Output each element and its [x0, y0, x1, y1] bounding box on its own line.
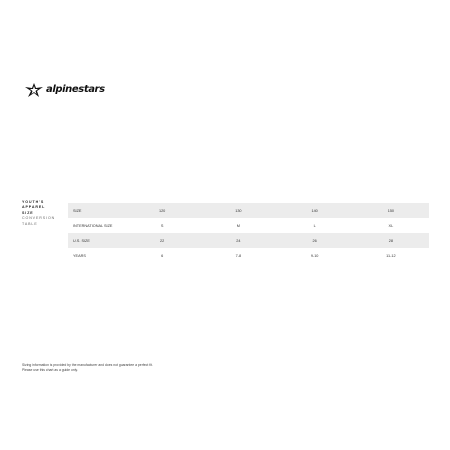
table-row-size: [68, 203, 429, 218]
table-cell: 6: [161, 253, 164, 258]
table-cell: L: [313, 223, 316, 228]
table-row-years: [68, 248, 429, 263]
table-cell: 130: [235, 208, 242, 213]
row-label: U.S. SIZE: [73, 238, 90, 243]
table-row-us-size: [68, 233, 429, 248]
table-cell: 24: [236, 238, 241, 243]
table-cell: XL: [388, 223, 394, 228]
row-label: INTERNATIONAL SIZE: [73, 223, 113, 228]
table-cell: 150: [387, 208, 395, 213]
table-cell: 28: [388, 238, 393, 243]
brand-wordmark: alpinestars: [46, 84, 105, 95]
table-cell: 7-8: [235, 253, 242, 258]
table-row-international-size: [68, 218, 429, 233]
disclaimer-line: Please use this chart as a guide only.: [22, 368, 78, 372]
table-cell: 11-12: [386, 253, 396, 258]
table-cell: 22: [160, 238, 165, 243]
table-cell: 120: [158, 208, 166, 213]
table-cell: 140: [311, 208, 318, 213]
size-conversion-table: [68, 203, 429, 263]
sizing-disclaimer: [22, 363, 202, 373]
table-cell: M: [236, 223, 240, 228]
row-label: YEARS: [73, 253, 86, 258]
disclaimer-line: Sizing information is provided by the manufacturer and does not guarantee a perfect fit.: [22, 363, 153, 367]
heading-line: SIZE: [22, 210, 34, 215]
brand-logo: [24, 82, 104, 98]
heading-line: CONVERSION: [22, 216, 56, 221]
table-cell: 9-10: [310, 253, 319, 258]
alpinestars-star-logo-icon: [24, 82, 44, 98]
heading-line: YOUTH'S: [22, 200, 45, 204]
heading-line: APPAREL: [22, 205, 46, 210]
table-cell: 26: [312, 238, 317, 243]
table-heading: [22, 200, 66, 227]
row-label: SIZE: [73, 208, 82, 213]
table-cell: S: [160, 223, 164, 228]
heading-line: TABLE: [22, 221, 38, 226]
